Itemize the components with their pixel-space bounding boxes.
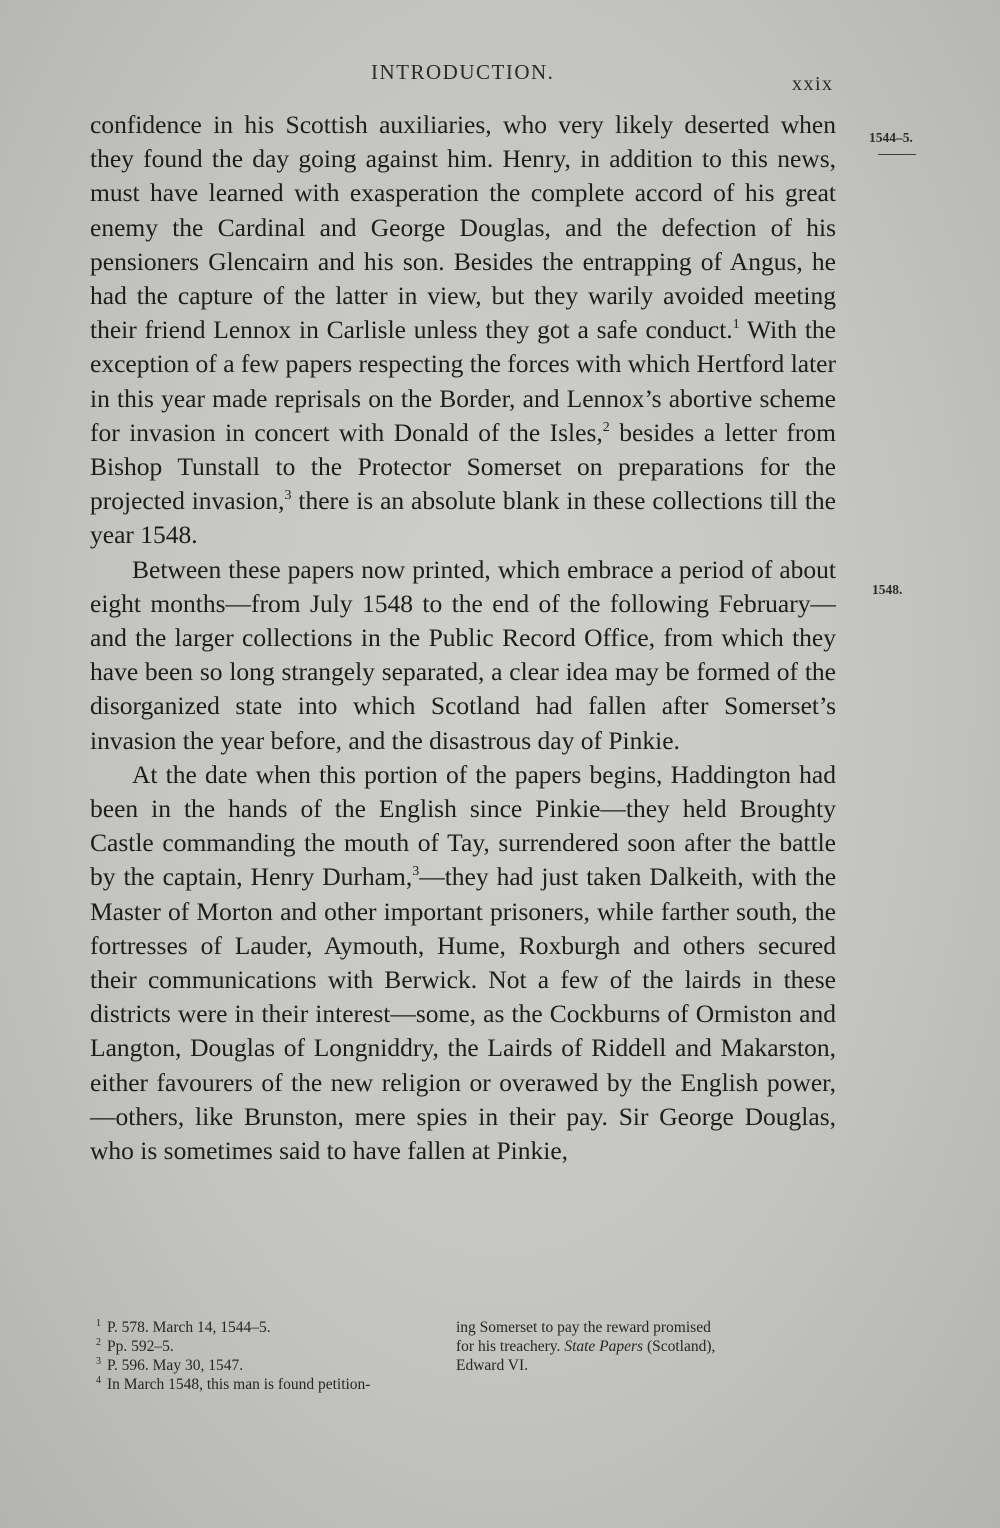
paragraph-3-text-a: At the date when this portion of the papers begins, Haddington had been in the hands of the English since Pinkie—they held Broughty Castle commanding the mouth of Tay, surrendered soon after the battle by the captain, Henry Durham, [90, 759, 836, 892]
footnote-4-continued-line-3: Edward VI. [456, 1357, 529, 1374]
paragraph-1-text-c: besides a letter from Bishop Tunstall to the Protector Somerset on preparations for the projected invasion, [90, 417, 836, 516]
footnotes-left-column [96, 1318, 456, 1394]
paragraph-1 [90, 108, 836, 553]
page-number: xxix [792, 73, 834, 95]
paragraph-1-text-a: confidence in his Scottish auxiliaries, who very likely deserted when they found the day going against him. Henry, in addition to this news, must have learned with exasperation the complete accord of his great enemy the Cardinal and George Douglas, and the defection of his pensioners Glencairn and his son. Besides the entrapping of Angus, he had the capture of the latter in view, but they warily avoided meeting their friend Lennox in Carlisle unless they got a safe conduct. [90, 110, 836, 345]
running-head [0, 60, 1000, 95]
paragraph-3-text-b: —they had just taken Dalkeith, with the Master of Morton and other important prisoners, while farther south, the fortresses of Lauder, Aymouth, Hume, Roxburgh and others secured their communications with Berwick. Not a few of the lairds in these districts were in their interest—some, as the Cockburns of Ormiston and Langton, Douglas of Longniddry, the Lairds of Riddell and Makarston, either favourers of the new religion or overawed by the English power,—others, like Brunston, mere spies in their pay. Sir George Douglas, who is sometimes said to have fallen at Pinkie, [90, 862, 837, 1166]
footnote-4-continued-line-1: ing Somerset to pay the reward promised [456, 1319, 711, 1336]
footnote-4: $^4$ In March 1548, this man is found petition- [96, 1375, 371, 1393]
footnote-citation-title: State Papers [564, 1338, 644, 1355]
body-text [90, 108, 836, 1168]
paragraph-3 [90, 758, 836, 1168]
footnote-1: $^1$ P. 578. March 14, 1544–5. [96, 1318, 271, 1336]
footnote-4-continued-line-2: for his treachery. State Papers (Scotland), [456, 1338, 716, 1355]
footnote-3: $^3$ P. 596. May 30, 1547. [96, 1356, 244, 1374]
margin-note-year-1548: 1548. [872, 582, 903, 597]
running-title: INTRODUCTION. [371, 60, 555, 84]
paragraph-1-text-d: there is an absolute blank in these collections till the year 1548. [90, 486, 836, 550]
footnote-ref-3: 3 [284, 488, 292, 504]
paragraph-2: Between these papers now printed, which embrace a period of about eight months—from July 1548 to the end of the following February—and the larger collections in the Public Record Office, from which they have been so long strangely separated, a clear idea may be formed of the disorganized state into which Scotland had fallen after Somerset’s invasion the year before, and the disastrous day of Pinkie. [90, 554, 836, 755]
footnote-ref-4: 3 [412, 864, 420, 880]
footnotes-right-column [456, 1318, 822, 1375]
margin-note-rule [878, 154, 916, 155]
footnotes [0, 1318, 1000, 1408]
footnote-ref-2: 2 [602, 419, 610, 435]
footnote-ref-1: 1 [732, 317, 740, 333]
margin-note-year-1544: 1544–5. [869, 130, 913, 145]
footnote-2: $^2$ Pp. 592–5. [96, 1337, 174, 1355]
paragraph-1-text-b: With the exception of a few papers respecting the forces with which Hertford later in this year made reprisals on the Border, and Lennox’s abortive scheme for invasion in concert with Donald of the Isles, [90, 315, 836, 447]
